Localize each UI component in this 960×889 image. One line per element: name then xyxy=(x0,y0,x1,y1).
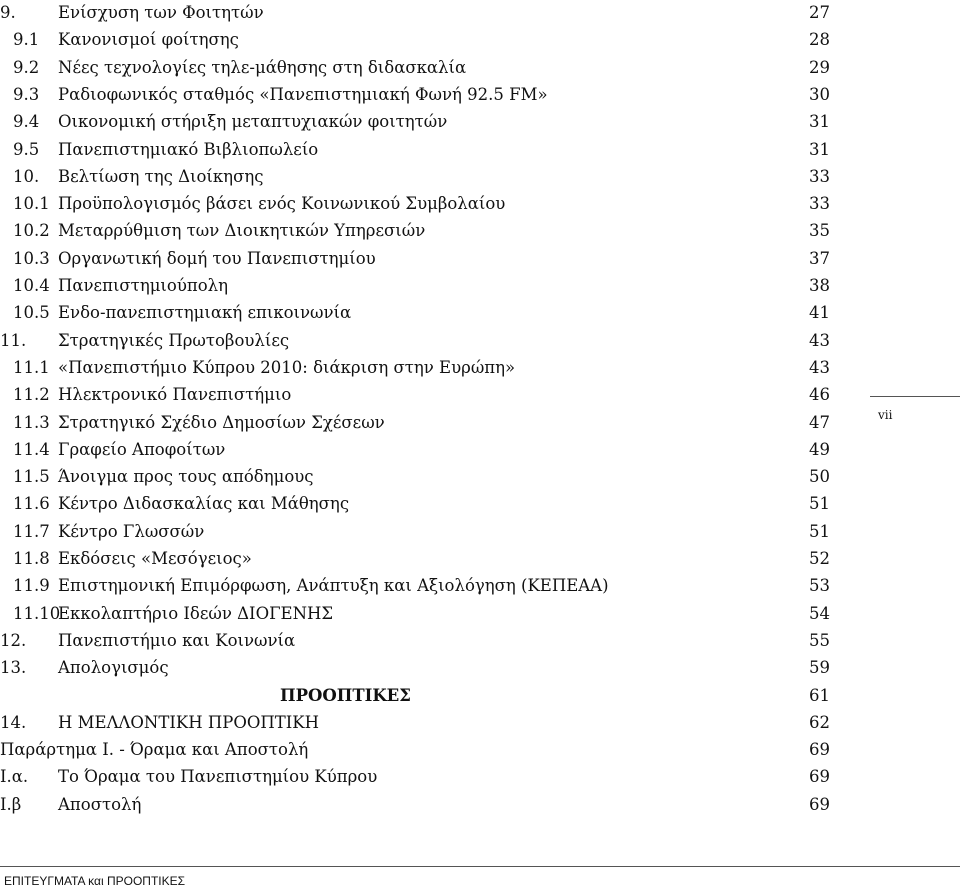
toc-entry-page: 62 xyxy=(809,712,830,732)
toc-entry-title: Εκκολαπτήριο Ιδεών ΔΙΟΓΕΝΗΣ xyxy=(58,603,334,623)
toc-entry-title: Προϋπολογισμός βάσει ενός Κοινωνικού Συμβολαίου xyxy=(58,194,506,214)
toc-entry[interactable] xyxy=(0,490,830,517)
toc-entry-page: 51 xyxy=(809,494,830,514)
toc-entry[interactable] xyxy=(0,381,830,408)
toc-entry-page: 53 xyxy=(809,576,830,596)
page-number-roman: vii xyxy=(878,408,893,422)
toc-entry-title: Στρατηγικό Σχέδιο Δημοσίων Σχέσεων xyxy=(58,412,385,432)
toc-entry[interactable] xyxy=(0,791,830,818)
toc-entry-page: 59 xyxy=(809,658,830,678)
toc-entry-number: 10.3 xyxy=(13,248,50,268)
toc-entry-number: 11.2 xyxy=(13,385,50,405)
toc-entry[interactable] xyxy=(0,108,830,135)
toc-section-heading: ΠΡΟΟΠΤΙΚΕΣ xyxy=(280,685,411,705)
footer-text: ΕΠΙΤΕΥΓΜΑΤΑ και ΠΡΟΟΠΤΙΚΕΣ xyxy=(4,874,186,888)
toc-entry-title: Γραφείο Αποφοίτων xyxy=(58,439,226,459)
toc-entry[interactable] xyxy=(0,217,830,244)
toc-entry-title: Άνοιγμα προς τους απόδημους xyxy=(58,467,314,487)
toc-entry[interactable] xyxy=(0,572,830,599)
toc-entry-page: 28 xyxy=(809,30,830,50)
toc-entry-title: Κέντρο Γλωσσών xyxy=(58,521,205,541)
toc-entry-number: 11.9 xyxy=(13,576,50,596)
toc-entry-title: Η ΜΕΛΛΟΝΤΙΚΗ ΠΡΟΟΠΤΙΚΗ xyxy=(58,712,320,732)
toc-entry-title: Επιστημονική Επιμόρφωση, Ανάπτυξη και Αξιολόγηση (ΚΕΠΕΑΑ) xyxy=(58,576,609,596)
toc-entry-title: Παράρτημα Ι. - Όραμα και Αποστολή xyxy=(0,740,309,760)
toc-entry-page: 47 xyxy=(809,412,830,432)
toc-entry-page: 49 xyxy=(809,439,830,459)
toc-entry-number: 14. xyxy=(0,712,27,732)
toc-entry-title: «Πανεπιστήμιο Κύπρου 2010: διάκριση στην Ευρώπη» xyxy=(58,357,516,377)
toc-entry-title: Πανεπιστημιούπολη xyxy=(58,276,228,295)
toc-entry-page: 55 xyxy=(809,630,830,650)
toc-entry[interactable] xyxy=(0,354,830,381)
toc-entry[interactable] xyxy=(0,190,830,217)
toc-entry[interactable] xyxy=(0,327,830,354)
toc-entry-page: 29 xyxy=(809,57,830,77)
toc-entry-page: 41 xyxy=(809,303,830,323)
toc-entry-number: 9.1 xyxy=(13,30,40,50)
toc-entry-number: 11.3 xyxy=(13,412,50,432)
toc-entry-number: 10.4 xyxy=(13,276,50,295)
margin-divider xyxy=(870,396,960,397)
toc-entry[interactable] xyxy=(0,409,830,436)
toc-entry-title: Μεταρρύθμιση των Διοικητικών Υπηρεσιών xyxy=(58,221,426,241)
toc-entry-page: 69 xyxy=(809,740,830,760)
toc-entry[interactable] xyxy=(0,545,830,572)
toc-entry-page: 50 xyxy=(809,467,830,487)
toc-entry-title: Πανεπιστημιακό Βιβλιοπωλείο xyxy=(58,139,319,159)
toc-entry[interactable] xyxy=(0,463,830,490)
toc-entry-number: 11.8 xyxy=(13,549,50,568)
toc-entry-title: Αποστολή xyxy=(58,794,142,814)
toc-entry-title: Νέες τεχνολογίες τηλε-μάθησης στη διδασκαλία xyxy=(58,57,467,77)
toc-entry[interactable] xyxy=(0,763,830,790)
toc-entry-number: 9.3 xyxy=(13,84,40,104)
toc-entry[interactable] xyxy=(0,654,830,681)
toc-entry-number: 11.6 xyxy=(13,494,50,514)
toc-entry-title: Κανονισμοί φοίτησης xyxy=(58,30,239,50)
toc-entry-title: Πανεπιστήμιο και Κοινωνία xyxy=(58,630,296,650)
toc-entry-number: 11.5 xyxy=(13,467,50,487)
toc-entry[interactable] xyxy=(0,299,830,326)
toc-entry-page: 37 xyxy=(809,248,830,268)
toc-entry-page: 38 xyxy=(809,276,830,295)
toc-entry-page: 27 xyxy=(809,3,830,22)
toc-entry-number: 12. xyxy=(0,630,27,650)
toc-entry[interactable] xyxy=(0,0,830,26)
toc-entry-number: 9.5 xyxy=(13,139,40,159)
toc-entry-title: Ραδιοφωνικός σταθμός «Πανεπιστημιακή Φωνή 92.5 FM» xyxy=(58,84,548,104)
toc-entry-number: 11.4 xyxy=(13,439,50,459)
toc-entry-number: Ι.β xyxy=(0,794,22,814)
toc-entry-number: 11.10 xyxy=(13,603,61,623)
toc-entry-number: 10.2 xyxy=(13,221,50,241)
toc-entry[interactable] xyxy=(0,709,830,736)
toc-entry-title: Στρατηγικές Πρωτοβουλίες xyxy=(58,330,290,350)
toc-entry-title: Απολογισμός xyxy=(58,658,169,678)
toc-entry-page: 31 xyxy=(809,139,830,159)
toc-entry[interactable] xyxy=(0,26,830,53)
toc-entry[interactable] xyxy=(0,736,830,763)
toc-entry-page: 33 xyxy=(809,194,830,214)
toc-entry[interactable] xyxy=(0,682,830,709)
toc-entry-number: 10.1 xyxy=(13,194,50,214)
toc-entry[interactable] xyxy=(0,518,830,545)
toc-entry[interactable] xyxy=(0,245,830,272)
toc-entry-number: 11.7 xyxy=(13,521,50,541)
toc-entry[interactable] xyxy=(0,600,830,627)
toc-entry-title: Κέντρο Διδασκαλίας και Μάθησης xyxy=(58,494,350,514)
toc-entry-title: Ηλεκτρονικό Πανεπιστήμιο xyxy=(58,385,292,405)
toc-entry-number: 10.5 xyxy=(13,303,50,323)
toc-entry[interactable] xyxy=(0,136,830,163)
toc-entry-page: 35 xyxy=(809,221,830,241)
toc-entry[interactable] xyxy=(0,272,830,299)
toc-entry-title: Οικονομική στήριξη μεταπτυχιακών φοιτητών xyxy=(58,112,448,132)
toc-entry-number: Ι.α. xyxy=(0,767,29,787)
toc-entry-page: 69 xyxy=(809,794,830,814)
toc-entry-number: 13. xyxy=(0,658,27,678)
toc-entry[interactable] xyxy=(0,163,830,190)
toc-entry-page: 54 xyxy=(809,603,830,623)
toc-entry[interactable] xyxy=(0,54,830,81)
toc-entry-number: 9. xyxy=(0,3,16,22)
toc-entry-page: 69 xyxy=(809,767,830,787)
toc-entry-title: Οργανωτική δομή του Πανεπιστημίου xyxy=(58,248,376,268)
toc-entry-page: 43 xyxy=(809,357,830,377)
toc-entry-number: 11. xyxy=(0,330,27,350)
toc-entry-title: Ενίσχυση των Φοιτητών xyxy=(58,3,264,22)
toc-entry[interactable] xyxy=(0,81,830,108)
toc-entry-page: 43 xyxy=(809,330,830,350)
toc-entry-number: 9.2 xyxy=(13,57,40,77)
toc-entry-title: Εκδόσεις «Μεσόγειος» xyxy=(58,549,252,568)
toc-entry[interactable] xyxy=(0,436,830,463)
toc-entry[interactable] xyxy=(0,627,830,654)
toc-entry-title: Βελτίωση της Διοίκησης xyxy=(58,166,264,186)
toc-entry-number: 9.4 xyxy=(13,112,40,132)
footer-divider xyxy=(0,866,960,867)
toc-entry-number: 10. xyxy=(13,166,40,186)
toc-entry-page: 33 xyxy=(809,166,830,186)
toc-entry-page: 52 xyxy=(809,549,830,568)
toc-entry-page: 30 xyxy=(809,84,830,104)
toc-entry-number: 11.1 xyxy=(13,357,50,377)
toc-entry-page: 31 xyxy=(809,112,830,132)
toc-entry-title: Ενδο-πανεπιστημιακή επικοινωνία xyxy=(58,303,352,323)
toc-entry-page: 51 xyxy=(809,521,830,541)
toc-entry-page: 61 xyxy=(809,685,830,705)
toc-entry-page: 46 xyxy=(809,385,830,405)
toc-entry-title: Το Όραμα του Πανεπιστημίου Κύπρου xyxy=(58,767,378,787)
